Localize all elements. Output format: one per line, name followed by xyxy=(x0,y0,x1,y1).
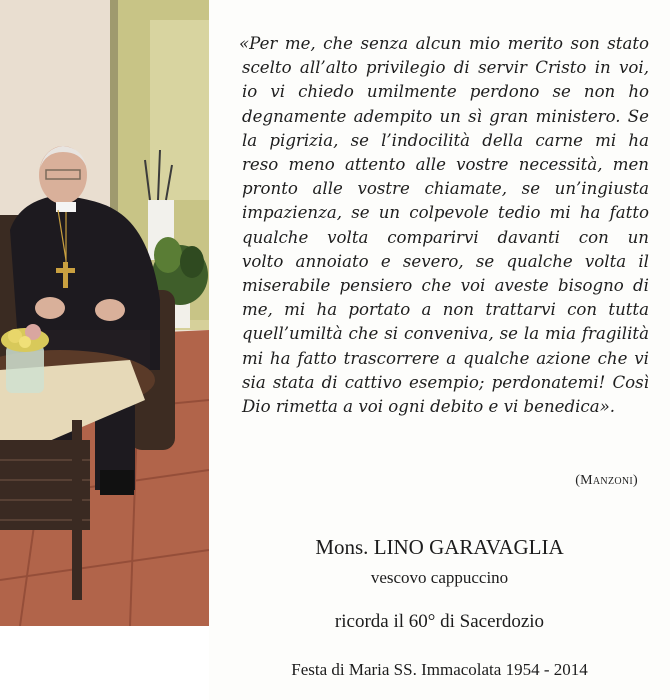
quote-line: pronto alle vostre chiamate, se un’ingiusta xyxy=(242,179,649,199)
flower-vase xyxy=(1,324,49,393)
quote-line: io vi chiedo umilmente perdono se non ho xyxy=(242,82,649,102)
quote-line: la pigrizia, se l’indocilità della carne mi ha xyxy=(242,130,649,150)
quote-line: Dio rimetta a voi ogni debito e vi benedica». xyxy=(242,397,616,417)
quote-line: impazienza, se un colpevole tedio mi ha fatto xyxy=(242,203,649,223)
quote-line: me, mi ha portato a non trattarvi con tutta xyxy=(242,300,649,320)
quote-line: qualche volta comparirvi davanti con un xyxy=(242,227,649,247)
quote-line: volto annoiato e severo, se qualche volta il xyxy=(242,251,649,271)
quote-line: degnamente adempito un sì gran ministero. Se xyxy=(242,106,649,126)
quote-text xyxy=(239,32,649,419)
quote-author: (Manzoni) xyxy=(575,473,638,488)
bishop-role: vescovo cappuccino xyxy=(370,568,509,587)
quote-line: quell’umiltà che si conveniva, se la mia fragilità xyxy=(242,324,649,344)
quote-line: «Per me, che senza alcun mio merito son stato xyxy=(239,34,649,53)
title-prefix: Mons. xyxy=(315,535,369,559)
bishop-name: LINO GARAVAGLIA xyxy=(373,535,564,559)
photo-scene xyxy=(0,0,209,626)
quote-line: reso meno attento alle vostre necessità, men xyxy=(242,155,649,175)
quote-line: mi ha fatto trascorrere a qualche azione che vi xyxy=(242,348,649,368)
quote-line: sia stata di cattivo esempio; perdonatemi! Così xyxy=(242,372,649,392)
feast-line: Festa di Maria SS. Immacolata 1954 - 2014 xyxy=(291,660,588,679)
anniversary-text: ricorda il 60° di Sacerdozio xyxy=(334,611,545,632)
commemorative-card xyxy=(209,0,670,700)
bishop-name-line xyxy=(209,535,670,560)
quote-line: scelto all’alto privilegio di servir Cristo in voi, xyxy=(242,58,649,78)
quote-line: miserabile pensiero che voi aveste bisogno di xyxy=(242,276,649,296)
bishop-photo xyxy=(0,0,209,626)
